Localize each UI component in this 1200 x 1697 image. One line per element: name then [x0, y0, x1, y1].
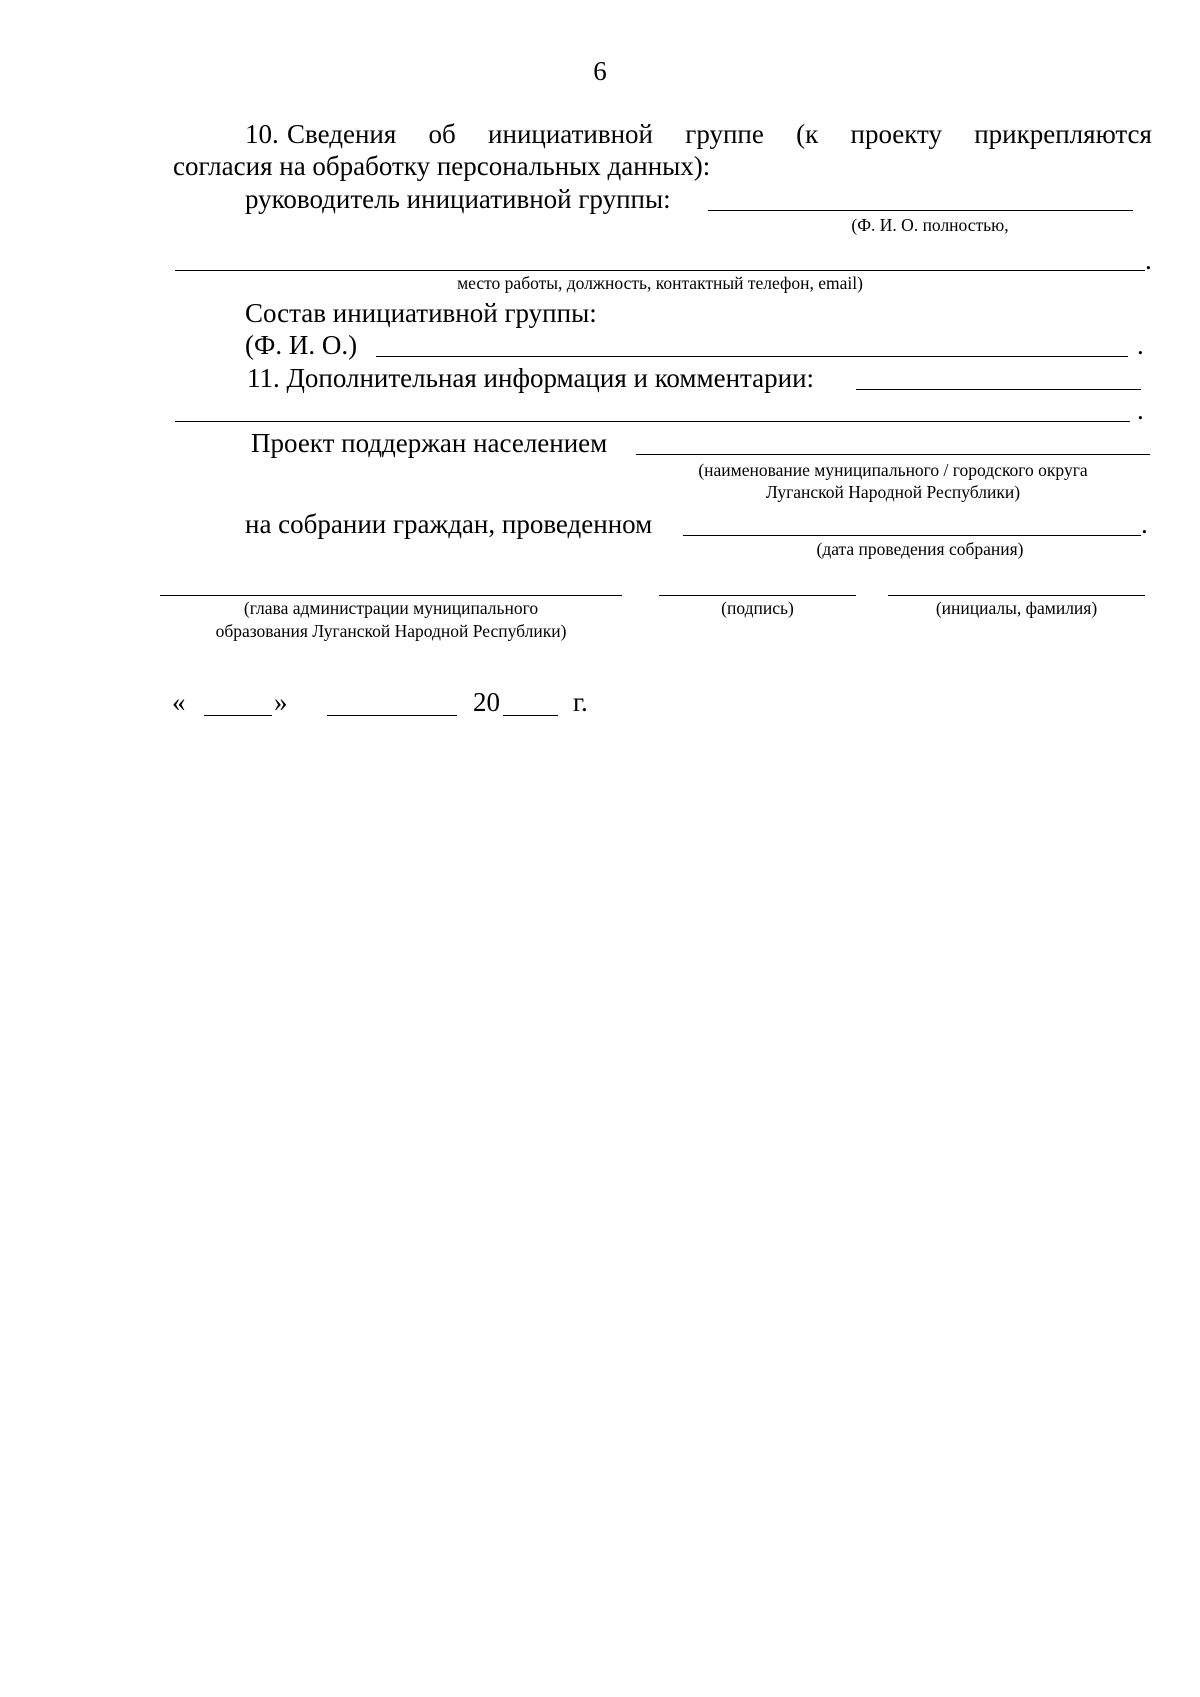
- heading-word: Сведения: [287, 119, 397, 149]
- heading-word: инициативной: [488, 119, 653, 149]
- head-signature-line[interactable]: [160, 595, 622, 596]
- meeting-caption: (дата проведения собрания): [816, 539, 1024, 559]
- support-label: Проект поддержан населением: [251, 428, 608, 458]
- section10-heading-line1: [287, 118, 1152, 150]
- heading-word: прикрепляются: [974, 119, 1152, 149]
- section10-number: 10.: [245, 119, 279, 149]
- name-line[interactable]: [888, 595, 1145, 596]
- date-year-suffix: г.: [573, 687, 588, 717]
- date-month-line[interactable]: [327, 715, 457, 716]
- section11-line-1[interactable]: [856, 389, 1141, 390]
- leader-name-line[interactable]: [708, 210, 1133, 211]
- leader-label: руководитель инициативной группы:: [245, 184, 671, 214]
- heading-word: проекту: [850, 119, 942, 149]
- section10-heading-line2: согласия на обработку персональных данных):: [173, 151, 711, 181]
- meeting-date-line[interactable]: [683, 535, 1141, 536]
- date-year-line[interactable]: [503, 715, 558, 716]
- leader-caption-2: место работы, должность, контактный телефон, email): [457, 273, 863, 293]
- leader-details-line[interactable]: [175, 270, 1145, 271]
- date-day-line[interactable]: [204, 715, 272, 716]
- support-line[interactable]: [636, 454, 1150, 455]
- leader-caption-1: (Ф. И. О. полностью,: [851, 215, 1009, 235]
- heading-word: (к: [796, 119, 819, 149]
- signature-line[interactable]: [659, 595, 856, 596]
- page-number: 6: [593, 56, 607, 86]
- group-members-dot: .: [1137, 330, 1144, 360]
- section11-line-2[interactable]: [175, 421, 1130, 422]
- section11-dot: .: [1137, 395, 1144, 425]
- heading-word: об: [428, 119, 456, 149]
- group-label: Состав инициативной группы:: [245, 298, 597, 328]
- signature-caption: (подпись): [721, 598, 794, 618]
- section11-label: 11. Дополнительная информация и комментарии:: [247, 363, 815, 393]
- support-caption-2: Луганской Народной Республики): [765, 482, 1021, 502]
- support-caption-1: (наименование муниципального / городского округа: [698, 460, 1088, 480]
- head-caption-2: образования Луганской Народной Республики): [215, 621, 567, 641]
- date-year-prefix: 20: [473, 687, 500, 717]
- date-open-quote: «: [172, 687, 186, 717]
- name-caption: (инициалы, фамилия): [935, 598, 1098, 618]
- fio-label: (Ф. И. О.): [245, 330, 358, 360]
- heading-word: группе: [685, 119, 764, 149]
- head-caption-1: (глава администрации муниципального: [243, 598, 539, 618]
- group-members-line[interactable]: [376, 356, 1128, 357]
- meeting-label: на собрании граждан, проведенном: [245, 509, 653, 539]
- date-close-quote: »: [274, 687, 288, 717]
- meeting-dot: .: [1141, 509, 1148, 539]
- leader-details-dot: .: [1145, 245, 1152, 275]
